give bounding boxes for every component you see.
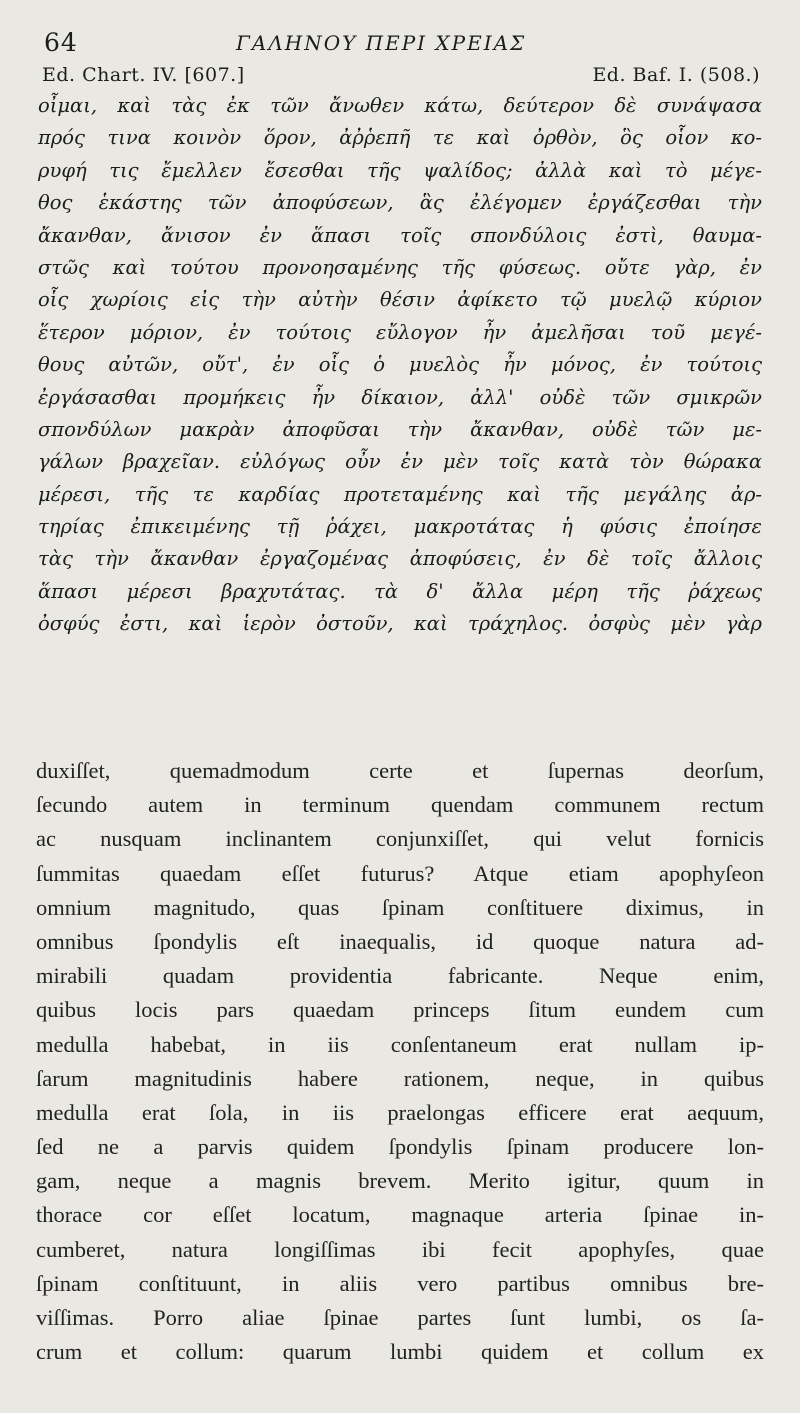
running-title: ΓΑΛΗΝΟΥ ΠΕΡΙ ΧΡΕΙΑΣ <box>236 31 527 55</box>
greek-line: ἄκανθαν, ἄνισον ἐν ἅπασι τοῖς σπονδύλοις ἐστὶ, θαυμα- <box>38 223 762 247</box>
latin-line: gam, neque a magnis brevem. Merito igitur, quum in <box>36 1168 764 1194</box>
latin-line: duxiſſet, quemadmodum certe et ſupernas deorſum, <box>36 758 764 783</box>
greek-line: πρός τινα κοινὸν ὅρον, ἀῤῥεπῆ τε καὶ ὀρθὸν, ὃς οἷον κο- <box>38 126 762 150</box>
latin-line: omnium magnitudo, quas ſpinam conſtituere diximus, in <box>36 894 764 920</box>
latin-line: viſſimas. Porro aliae ſpinae partes ſunt lumbi, os ſa- <box>36 1305 764 1330</box>
greek-line: γάλων βραχεῖαν. εὐλόγως οὖν ἐν μὲν τοῖς κατὰ τὸν θώρακα <box>38 450 762 474</box>
greek-line: ὀσφύς ἐστι, καὶ ἱερὸν ὀστοῦν, καὶ τράχηλος. ὀσφὺς μὲν γὰρ <box>38 612 762 636</box>
greek-line: μέρεσι, τῆς τε καρδίας προτεταμένης καὶ τῆς μεγάλης ἀρ- <box>38 482 762 506</box>
latin-line: crum et collum: quarum lumbi quidem et collum ex <box>36 1339 764 1365</box>
latin-line: ſummitas quaedam eſſet futurus? Atque etiam apophyſeon <box>36 860 764 886</box>
latin-text-block <box>36 754 764 1369</box>
greek-text-block <box>36 90 764 641</box>
latin-line: ſecundo autem in terminum quendam communem rectum <box>36 792 764 818</box>
latin-line: omnibus ſpondylis eſt inaequalis, id quoque natura ad- <box>36 928 764 954</box>
latin-line: ſed ne a parvis quidem ſpondylis ſpinam producere lon- <box>36 1134 764 1160</box>
latin-line: medulla erat ſola, in iis praelongas efficere erat aequum, <box>36 1099 764 1125</box>
page-number: 64 <box>44 28 78 57</box>
latin-line: ſpinam conſtituunt, in aliis vero partibus omnibus bre- <box>36 1270 764 1296</box>
latin-line: ſarum magnitudinis habere rationem, neque, in quibus <box>36 1065 764 1091</box>
greek-line: ἅπασι μέρεσι βραχυτάτας. τὰ δ' ἄλλα μέρη τῆς ῥάχεως <box>38 579 762 603</box>
greek-line: ρυφή τις ἔμελλεν ἔσεσθαι τῆς ψαλίδος; ἀλλὰ καὶ τὸ μέγε- <box>38 158 762 182</box>
greek-line: οἷς χωρίοις εἰς τὴν αὐτὴν θέσιν ἀφίκετο τῷ μυελῷ κύριον <box>38 288 762 312</box>
greek-line: τηρίας ἐπικειμένης τῇ ῥάχει, μακροτάτας ἡ φύσις ἐποίησε <box>38 515 762 539</box>
latin-line: cumberet, natura longiſſimas ibi fecit apophyſes, quae <box>36 1236 764 1262</box>
latin-line: mirabili quadam providentia fabricante. Neque enim, <box>36 963 764 989</box>
latin-line: medulla habebat, in iis conſentaneum erat nullam ip- <box>36 1031 764 1057</box>
greek-line: ἐργάσασθαι προμήκεις ἦν δίκαιον, ἀλλ' οὐδὲ τῶν σμικρῶν <box>38 385 762 409</box>
page-header <box>36 0 764 58</box>
greek-line: ἕτερον μόριον, ἐν τούτοις εὔλογον ἦν ἀμελῆσαι τοῦ μεγέ- <box>38 320 762 344</box>
greek-line: οἶμαι, καὶ τὰς ἐκ τῶν ἄνωθεν κάτω, δεύτερον δὲ συνάψασα <box>38 94 762 117</box>
edition-references <box>36 58 764 90</box>
latin-line: quibus locis pars quaedam princeps ſitum eundem cum <box>36 997 764 1023</box>
greek-line: τὰς τὴν ἄκανθαν ἐργαζομένας ἀποφύσεις, ἐν δὲ τοῖς ἄλλοις <box>38 547 762 571</box>
edition-basel: Ed. Baf. I. (508.) <box>592 64 760 86</box>
greek-line: θους αὐτῶν, οὔτ', ἐν οἷς ὁ μυελὸς ἦν μόνος, ἐν τούτοις <box>38 353 762 377</box>
greek-line: στῶς καὶ τούτου προνοησαμένης τῆς φύσεως. οὔτε γὰρ, ἐν <box>38 255 762 279</box>
latin-line: thorace cor eſſet locatum, magnaque arteria ſpinae in- <box>36 1202 764 1228</box>
latin-line: ac nusquam inclinantem conjunxiſſet, qui velut fornicis <box>36 826 764 852</box>
greek-line: θος ἑκάστης τῶν ἀποφύσεων, ἃς ἐλέγομεν ἐργάζεσθαι τὴν <box>38 191 762 215</box>
edition-chartier: Ed. Chart. IV. [607.] <box>42 64 245 86</box>
greek-line: σπονδύλων μακρὰν ἀποφῦσαι τὴν ἄκανθαν, οὐδὲ τῶν με- <box>38 417 762 441</box>
